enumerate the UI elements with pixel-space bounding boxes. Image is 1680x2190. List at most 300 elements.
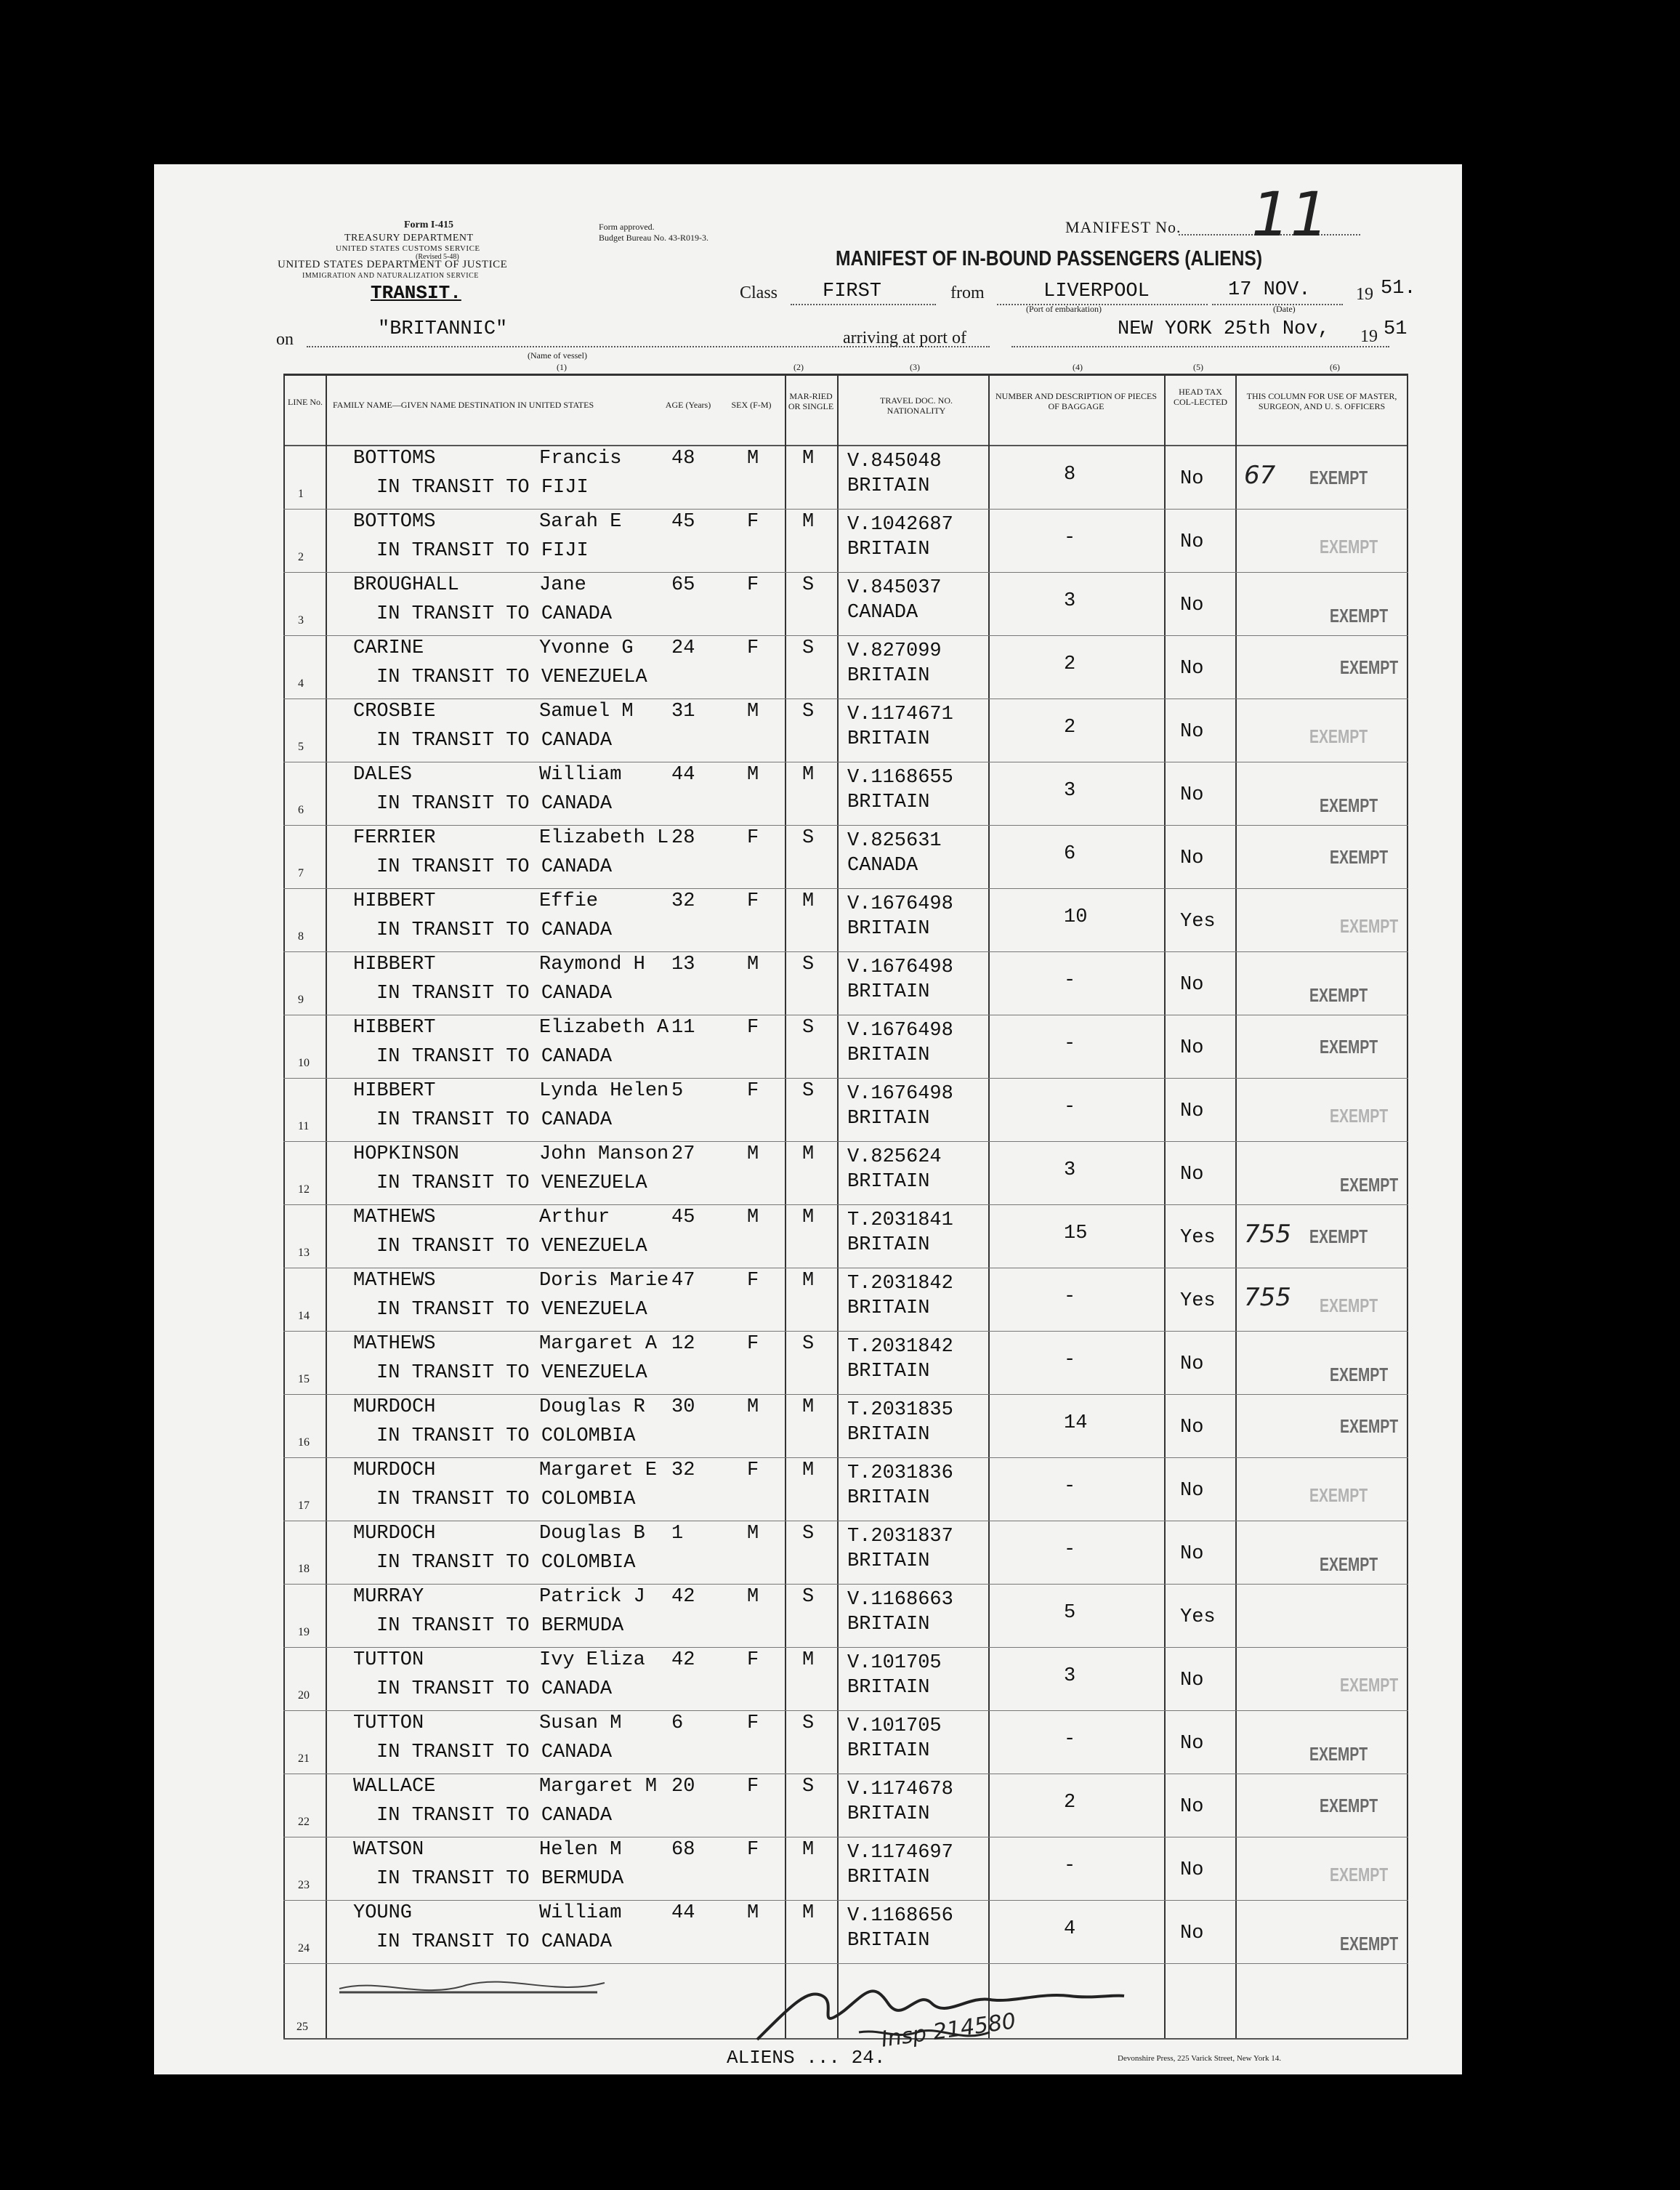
nationality: BRITAIN [847, 981, 930, 1003]
travel-doc: V.1168656 [847, 1905, 953, 1927]
marital-status: S [802, 637, 815, 659]
baggage: 6 [1064, 843, 1076, 865]
travel-doc: V.1168663 [847, 1589, 953, 1611]
head-tax: No [1180, 595, 1204, 616]
sex: F [747, 1080, 759, 1102]
port-caption: (Port of embarkation) [1026, 304, 1102, 314]
given-name: Lynda Helen [539, 1080, 669, 1102]
header-age: AGE (Years) [665, 400, 711, 410]
travel-doc: V.1676498 [847, 1020, 953, 1042]
age: 5 [671, 1080, 684, 1102]
baggage: - [1064, 1728, 1076, 1750]
baggage: 8 [1064, 464, 1076, 486]
family-name: WATSON [353, 1839, 424, 1861]
given-name: William [539, 764, 622, 786]
col-number-6: (6) [1330, 362, 1340, 372]
destination: IN TRANSIT TO CANADA [376, 983, 613, 1005]
nationality: BRITAIN [847, 918, 930, 940]
age: 11 [671, 1017, 695, 1039]
head-tax: No [1180, 1164, 1204, 1185]
nationality: CANADA [847, 602, 918, 624]
marital-status: M [802, 1902, 815, 1924]
class-label: Class [740, 283, 778, 302]
nationality: BRITAIN [847, 1803, 930, 1825]
family-name: HIBBERT [353, 890, 436, 912]
table-row [154, 1142, 1462, 1205]
given-name: Elizabeth L [539, 827, 669, 849]
baggage: - [1064, 1033, 1076, 1055]
baggage: 4 [1064, 1918, 1076, 1940]
baggage: - [1064, 1476, 1076, 1497]
family-name: MURDOCH [353, 1396, 436, 1418]
destination: IN TRANSIT TO VENEZUELA [376, 1172, 647, 1194]
table-row [154, 446, 1462, 510]
destination: IN TRANSIT TO CANADA [376, 1678, 613, 1700]
line-number: 15 [298, 1373, 310, 1385]
line-number: 21 [298, 1752, 310, 1765]
head-tax: No [1180, 784, 1204, 806]
sex: M [747, 954, 759, 975]
on-label: on [276, 330, 294, 349]
exempt-stamp: EXEMPT [1309, 1484, 1368, 1506]
marital-status: M [802, 1396, 815, 1418]
arrival-port: NEW YORK 25th Nov, [1118, 318, 1330, 340]
sex: M [747, 1143, 759, 1165]
header-name: FAMILY NAME—GIVEN NAME DESTINATION IN UNITED STATES [333, 400, 594, 410]
date-caption: (Date) [1273, 304, 1296, 314]
travel-doc: V.1676498 [847, 957, 953, 978]
age: 28 [671, 827, 695, 849]
marital-status: M [802, 1143, 815, 1165]
given-name: Sarah E [539, 511, 622, 533]
travel-doc: V.1676498 [847, 1083, 953, 1105]
destination: IN TRANSIT TO CANADA [376, 919, 613, 941]
line-number: 5 [298, 741, 304, 753]
header-officer-use: THIS COLUMN FOR USE OF MASTER, SURGEON, AND U. S. OFFICERS [1246, 391, 1397, 411]
marital-status: M [802, 1207, 815, 1228]
exempt-stamp: EXEMPT [1309, 1225, 1368, 1247]
travel-doc: V.825631 [847, 830, 942, 852]
head-tax: No [1180, 468, 1204, 490]
justice-dept: UNITED STATES DEPARTMENT OF JUSTICE [278, 259, 508, 270]
sex: F [747, 890, 759, 912]
date-value: 17 NOV. [1228, 279, 1311, 301]
age: 44 [671, 764, 695, 786]
line-number: 8 [298, 930, 304, 943]
baggage: 3 [1064, 590, 1076, 612]
nationality: BRITAIN [847, 1487, 930, 1509]
nationality: BRITAIN [847, 1867, 930, 1888]
family-name: WALLACE [353, 1776, 436, 1798]
baggage: - [1064, 1286, 1076, 1308]
destination: IN TRANSIT TO VENEZUELA [376, 667, 647, 688]
age: 32 [671, 1460, 695, 1481]
head-tax: No [1180, 1037, 1204, 1059]
given-name: Margaret A [539, 1333, 658, 1355]
sex: F [747, 511, 759, 533]
travel-doc: V.825624 [847, 1146, 942, 1168]
head-tax: Yes [1180, 1290, 1216, 1312]
line-number: 22 [298, 1816, 310, 1828]
age: 6 [671, 1712, 684, 1734]
exempt-stamp: EXEMPT [1330, 1105, 1389, 1127]
marital-status: M [802, 1270, 815, 1292]
header-head-tax: HEAD TAX COL-LECTED [1174, 387, 1227, 407]
baggage: - [1064, 1539, 1076, 1561]
family-name: YOUNG [353, 1902, 413, 1924]
destination: IN TRANSIT TO VENEZUELA [376, 1299, 647, 1321]
given-name: Ivy Eliza [539, 1649, 645, 1671]
line-number: 3 [298, 614, 304, 627]
table-row [154, 952, 1462, 1015]
destination: IN TRANSIT TO COLOMBIA [376, 1552, 636, 1574]
from-value: LIVERPOOL [1043, 281, 1150, 302]
baggage: - [1064, 1855, 1076, 1877]
manifest-page [154, 164, 1462, 2074]
destination: IN TRANSIT TO VENEZUELA [376, 1362, 647, 1384]
family-name: BOTTOMS [353, 448, 436, 470]
sex: F [747, 1776, 759, 1798]
transit-label: TRANSIT. [371, 282, 461, 304]
exempt-stamp: EXEMPT [1309, 725, 1368, 747]
family-name: MATHEWS [353, 1207, 436, 1228]
marital-status: S [802, 1080, 815, 1102]
table-row [154, 1015, 1462, 1079]
given-name: Margaret E [539, 1460, 658, 1481]
baggage: 5 [1064, 1602, 1076, 1624]
sex: F [747, 1839, 759, 1861]
arrival-year: 51 [1384, 318, 1408, 340]
given-name: Douglas B [539, 1523, 645, 1545]
header-married: MAR-RIED OR SINGLE [788, 391, 834, 411]
exempt-stamp: EXEMPT [1309, 1743, 1368, 1765]
travel-doc: V.1042687 [847, 514, 953, 536]
sex: M [747, 1207, 759, 1228]
printer-imprint: Devonshire Press, 225 Varick Street, New York 14. [1118, 2054, 1281, 2063]
sex: F [747, 574, 759, 596]
arrival-line [1011, 346, 1389, 347]
head-tax: No [1180, 1796, 1204, 1818]
given-name: Samuel M [539, 701, 634, 722]
baggage: 3 [1064, 780, 1076, 802]
exempt-stamp: EXEMPT [1330, 846, 1389, 868]
age: 31 [671, 701, 695, 722]
vessel-caption: (Name of vessel) [528, 350, 587, 361]
nationality: BRITAIN [847, 1740, 930, 1762]
sex: F [747, 1649, 759, 1671]
line-number: 16 [298, 1436, 310, 1449]
aliens-total: ALIENS ... 24. [727, 2047, 886, 2069]
sex: M [747, 764, 759, 786]
destination: IN TRANSIT TO BERMUDA [376, 1615, 624, 1637]
marital-status: S [802, 954, 815, 975]
nationality: BRITAIN [847, 1108, 930, 1130]
family-name: MURRAY [353, 1586, 424, 1608]
head-tax: Yes [1180, 911, 1216, 933]
head-tax: No [1180, 1670, 1204, 1691]
header-line-no: LINE No. [288, 397, 323, 407]
line-number: 20 [298, 1689, 310, 1702]
head-tax: No [1180, 1100, 1204, 1122]
travel-doc: V.1168655 [847, 767, 953, 789]
sex: M [747, 1902, 759, 1924]
family-name: CARINE [353, 637, 424, 659]
destination: IN TRANSIT TO CANADA [376, 1805, 613, 1827]
given-name: Francis [539, 448, 622, 470]
age: 65 [671, 574, 695, 596]
nationality: BRITAIN [847, 792, 930, 813]
travel-doc: V.845048 [847, 451, 942, 472]
nationality: BRITAIN [847, 1044, 930, 1066]
table-row [154, 1205, 1462, 1268]
exempt-stamp: EXEMPT [1340, 915, 1399, 937]
given-name: Susan M [539, 1712, 622, 1734]
nationality: BRITAIN [847, 1361, 930, 1382]
family-name: TUTTON [353, 1649, 424, 1671]
exempt-stamp: EXEMPT [1320, 1036, 1378, 1058]
col-number-3: (3) [910, 362, 920, 372]
table-row [154, 1774, 1462, 1837]
age: 45 [671, 1207, 695, 1228]
travel-doc: V.1174678 [847, 1779, 953, 1800]
line-number: 6 [298, 804, 304, 816]
travel-doc: V.101705 [847, 1652, 942, 1674]
exempt-stamp: EXEMPT [1309, 467, 1368, 488]
exempt-stamp: EXEMPT [1340, 1415, 1399, 1437]
baggage: 2 [1064, 1792, 1076, 1813]
travel-doc: V.1174697 [847, 1842, 953, 1864]
line-number: 9 [298, 994, 304, 1006]
table-row [154, 826, 1462, 889]
line-number: 17 [298, 1499, 310, 1512]
family-name: MURDOCH [353, 1523, 436, 1545]
header-baggage: NUMBER AND DESCRIPTION OF PIECES OF BAGGAGE [995, 391, 1158, 411]
family-name: CROSBIE [353, 701, 436, 722]
given-name: Doris Marie [539, 1270, 669, 1292]
nationality: BRITAIN [847, 1234, 930, 1256]
baggage: - [1064, 527, 1076, 549]
table-row [154, 1079, 1462, 1142]
baggage: - [1064, 970, 1076, 991]
head-tax: No [1180, 531, 1204, 553]
marital-status: M [802, 764, 815, 786]
col-number-5: (5) [1193, 362, 1203, 372]
destination: IN TRANSIT TO COLOMBIA [376, 1489, 636, 1510]
sex: M [747, 701, 759, 722]
baggage: 10 [1064, 906, 1088, 928]
sex: M [747, 1523, 759, 1545]
line-number: 13 [298, 1247, 310, 1259]
age: 44 [671, 1902, 695, 1924]
form-approved: Form approved. [599, 222, 655, 232]
line-number: 18 [298, 1563, 310, 1575]
head-tax: No [1180, 974, 1204, 996]
age: 20 [671, 1776, 695, 1798]
travel-doc: T.2031836 [847, 1462, 953, 1484]
header-sex: SEX (F-M) [731, 400, 772, 410]
exempt-stamp: EXEMPT [1340, 1674, 1399, 1696]
crossed-out-entry [336, 1974, 612, 2003]
line-number: 14 [298, 1310, 310, 1322]
head-tax: No [1180, 848, 1204, 869]
class-line [791, 304, 936, 305]
nationality: BRITAIN [847, 1614, 930, 1635]
given-name: Arthur [539, 1207, 610, 1228]
exempt-stamp: EXEMPT [1320, 1295, 1378, 1316]
destination: IN TRANSIT TO CANADA [376, 793, 613, 815]
family-name: HIBBERT [353, 1080, 436, 1102]
baggage: - [1064, 1096, 1076, 1118]
sex: M [747, 1586, 759, 1608]
manifest-number: 11 [1251, 179, 1329, 250]
baggage: 2 [1064, 717, 1076, 738]
line-number: 2 [298, 551, 304, 563]
destination: IN TRANSIT TO VENEZUELA [376, 1236, 647, 1257]
sex: F [747, 1017, 759, 1039]
marital-status: S [802, 701, 815, 722]
line-number-25: 25 [296, 2021, 308, 2033]
travel-doc: T.2031842 [847, 1336, 953, 1358]
from-label: from [950, 283, 985, 302]
marital-status: M [802, 1460, 815, 1481]
travel-doc: T.2031835 [847, 1399, 953, 1421]
sex: F [747, 1270, 759, 1292]
destination: IN TRANSIT TO CANADA [376, 603, 613, 625]
table-row [154, 1332, 1462, 1395]
destination: IN TRANSIT TO COLOMBIA [376, 1425, 636, 1447]
table-row [154, 510, 1462, 573]
age: 68 [671, 1839, 695, 1861]
given-name: Jane [539, 574, 586, 596]
line-number: 23 [298, 1879, 310, 1891]
exempt-stamp: EXEMPT [1340, 1174, 1399, 1196]
marital-status: S [802, 1776, 815, 1798]
head-tax: No [1180, 1923, 1204, 1944]
baggage: 3 [1064, 1665, 1076, 1687]
marital-status: S [802, 827, 815, 849]
col-number-4: (4) [1073, 362, 1083, 372]
marital-status: M [802, 1839, 815, 1861]
given-name: Effie [539, 890, 599, 912]
vessel-col-number: (1) [557, 362, 567, 372]
exempt-stamp: EXEMPT [1320, 794, 1378, 816]
age: 30 [671, 1396, 695, 1418]
family-name: FERRIER [353, 827, 436, 849]
travel-doc: V.827099 [847, 640, 942, 662]
travel-doc: T.2031842 [847, 1273, 953, 1295]
age: 42 [671, 1586, 695, 1608]
travel-doc: T.2031841 [847, 1209, 953, 1231]
family-name: HIBBERT [353, 1017, 436, 1039]
travel-doc: V.1174671 [847, 704, 953, 725]
family-name: HIBBERT [353, 954, 436, 975]
exempt-stamp: EXEMPT [1309, 984, 1368, 1006]
table-row [154, 1901, 1462, 1964]
travel-doc: T.2031837 [847, 1526, 953, 1547]
marital-status: S [802, 574, 815, 596]
sex: M [747, 448, 759, 470]
destination: IN TRANSIT TO FIJI [376, 477, 589, 499]
family-name: MATHEWS [353, 1333, 436, 1355]
nationality: BRITAIN [847, 1930, 930, 1952]
table-row [154, 762, 1462, 826]
baggage: 2 [1064, 653, 1076, 675]
line-number: 24 [298, 1942, 310, 1955]
table-row [154, 636, 1462, 699]
table-row [154, 1711, 1462, 1774]
family-name: BROUGHALL [353, 574, 459, 596]
family-name: BOTTOMS [353, 511, 436, 533]
marital-status: M [802, 890, 815, 912]
year-value: 51. [1381, 278, 1416, 299]
marital-status: S [802, 1586, 815, 1608]
officer-note: 755 [1244, 1283, 1291, 1312]
sex: M [747, 1396, 759, 1418]
table-row [154, 1395, 1462, 1458]
head-tax: Yes [1180, 1606, 1216, 1628]
sex: F [747, 1460, 759, 1481]
arriving-label: arriving at port of [843, 329, 966, 347]
baggage: 3 [1064, 1159, 1076, 1181]
exempt-stamp: EXEMPT [1330, 1864, 1389, 1885]
revised-note: (Revised 5-48) [416, 253, 459, 261]
nationality: BRITAIN [847, 1424, 930, 1446]
given-name: Margaret M [539, 1776, 658, 1798]
exempt-stamp: EXEMPT [1330, 605, 1389, 627]
line-number: 1 [298, 488, 304, 500]
baggage: 15 [1064, 1223, 1088, 1244]
class-value: FIRST [823, 281, 882, 302]
table-row [154, 699, 1462, 762]
destination: IN TRANSIT TO CANADA [376, 1046, 613, 1068]
exempt-stamp: EXEMPT [1320, 1795, 1378, 1816]
age: 24 [671, 637, 695, 659]
baggage: 14 [1064, 1412, 1088, 1434]
family-name: DALES [353, 764, 413, 786]
exempt-stamp: EXEMPT [1320, 536, 1378, 557]
treasury-dept: TREASURY DEPARTMENT [344, 233, 474, 243]
age: 27 [671, 1143, 695, 1165]
age: 45 [671, 511, 695, 533]
exempt-stamp: EXEMPT [1320, 1553, 1378, 1575]
nationality: BRITAIN [847, 728, 930, 750]
family-name: MATHEWS [353, 1270, 436, 1292]
given-name: John Manson [539, 1143, 669, 1165]
line-number: 19 [298, 1626, 310, 1638]
family-name: HOPKINSON [353, 1143, 459, 1165]
officer-note: 67 [1244, 461, 1276, 490]
marital-status: M [802, 1649, 815, 1671]
marital-status: M [802, 511, 815, 533]
sex: F [747, 827, 759, 849]
manifest-no-label: MANIFEST No. [1065, 218, 1182, 236]
line-number: 4 [298, 677, 304, 690]
age: 48 [671, 448, 695, 470]
age: 12 [671, 1333, 695, 1355]
nationality: CANADA [847, 855, 918, 877]
head-tax: No [1180, 721, 1204, 743]
line-number: 12 [298, 1183, 310, 1196]
age: 32 [671, 890, 695, 912]
given-name: Raymond H [539, 954, 645, 975]
manifest-title: MANIFEST OF IN-BOUND PASSENGERS (ALIENS) [836, 247, 1263, 270]
form-number: Form I-415 [404, 220, 454, 230]
baggage: - [1064, 1349, 1076, 1371]
given-name: Patrick J [539, 1586, 645, 1608]
given-name: Douglas R [539, 1396, 645, 1418]
marital-status: S [802, 1523, 815, 1545]
table-row [154, 1585, 1462, 1648]
